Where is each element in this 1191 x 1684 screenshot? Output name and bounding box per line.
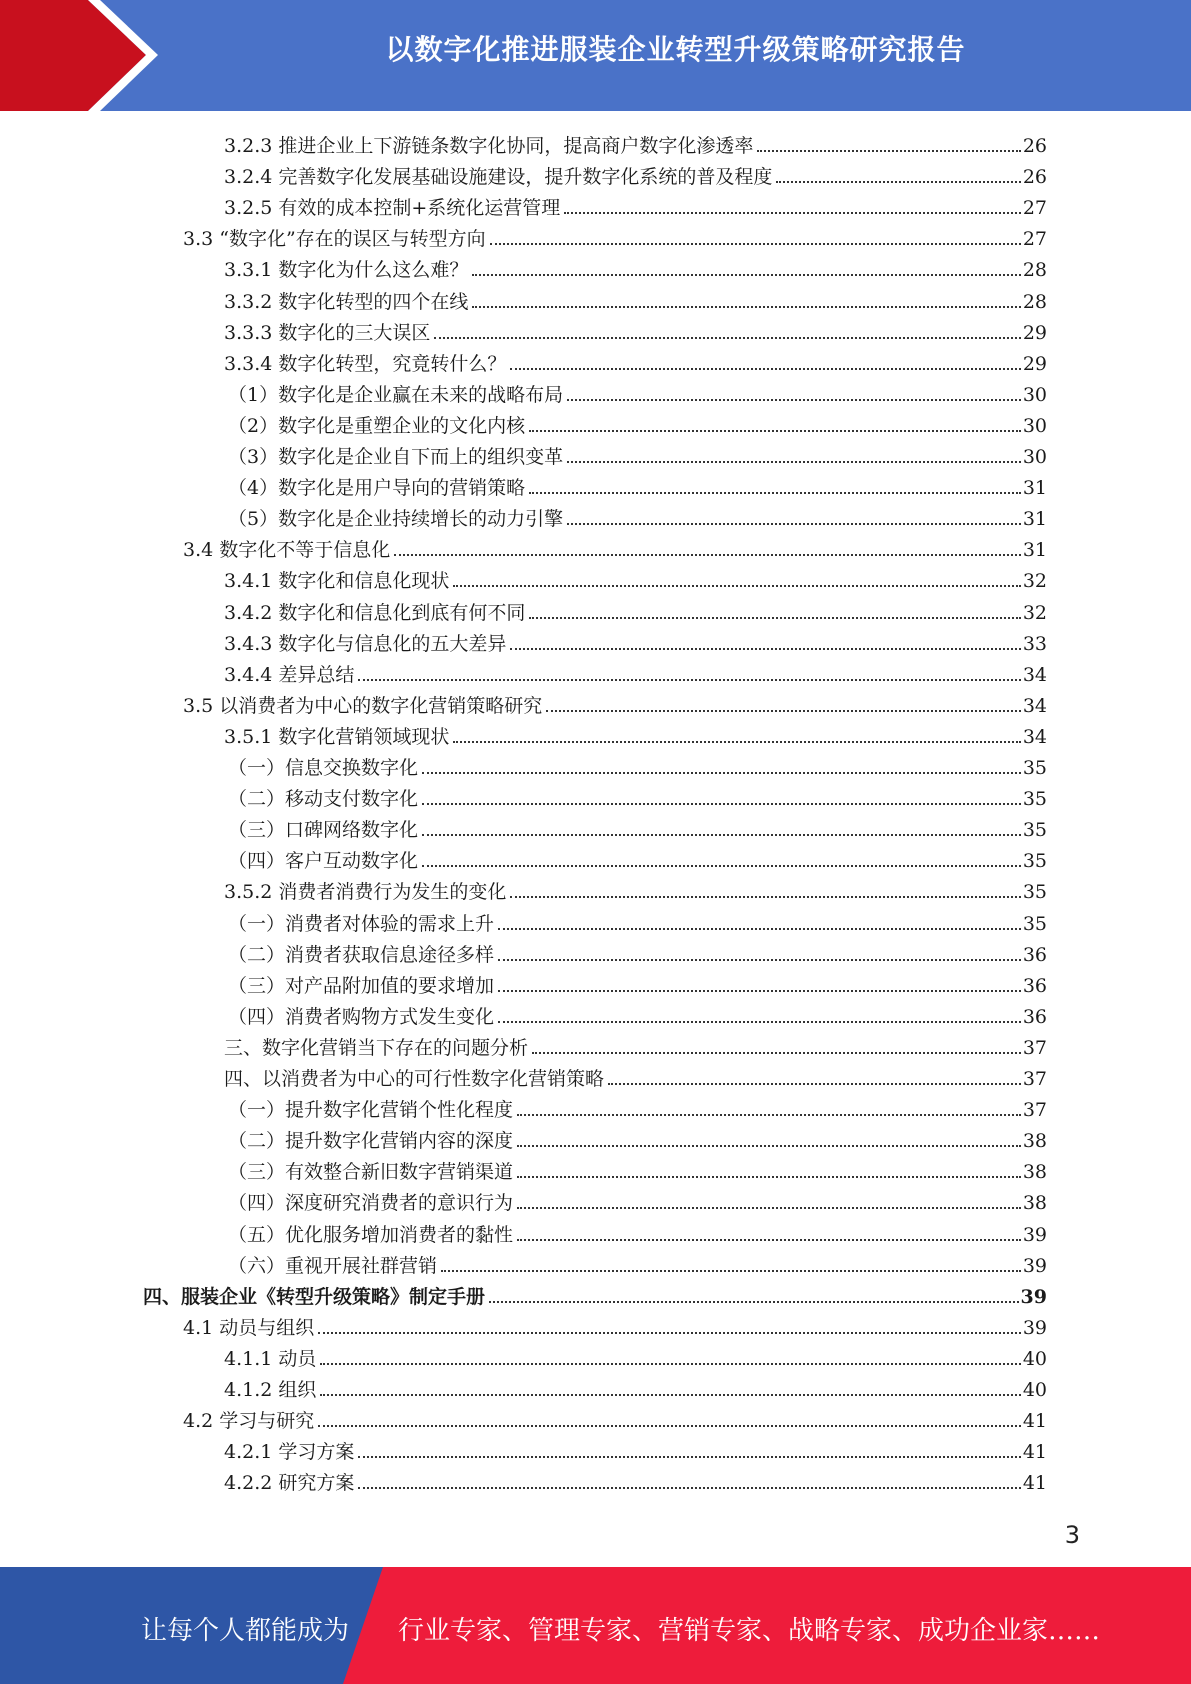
toc-leader-dots — [510, 895, 1020, 898]
toc-entry-page: 34 — [1022, 725, 1047, 748]
toc-leader-dots — [567, 398, 1021, 401]
toc-entry[interactable] — [228, 376, 1047, 407]
toc-leader-dots — [498, 927, 1021, 930]
toc-entry-page: 27 — [1022, 197, 1047, 220]
toc-entry[interactable] — [228, 1153, 1047, 1184]
toc-leader-dots — [546, 709, 1021, 712]
toc-leader-dots — [318, 1424, 1021, 1427]
toc-entry-label: 四、以消费者为中心的可行性数字化营销策略 — [224, 1068, 605, 1090]
toc-leader-dots — [422, 833, 1021, 836]
toc-entry-label: （六）重视开展社群营销 — [228, 1254, 438, 1277]
toc-leader-dots — [567, 522, 1021, 525]
toc-leader-dots — [532, 1051, 1021, 1054]
toc-entry-page: 35 — [1022, 788, 1047, 811]
toc-leader-dots — [517, 1238, 1021, 1241]
toc-entry-label: （五）优化服务增加消费者的黏性 — [228, 1223, 514, 1246]
toc-entry-label: 3.3.2 数字化转型的四个在线 — [224, 290, 469, 313]
toc-leader-dots — [517, 1206, 1021, 1209]
toc-entry[interactable] — [224, 1371, 1047, 1402]
toc-entry-label: 3.3.3 数字化的三大误区 — [224, 321, 431, 344]
toc-entry[interactable] — [228, 811, 1047, 842]
document-title: 以数字化推进服装企业转型升级策略研究报告 — [385, 33, 966, 66]
toc-leader-dots — [453, 584, 1020, 587]
toc-entry[interactable] — [224, 283, 1047, 314]
toc-entry-page: 36 — [1022, 943, 1047, 966]
toc-entry-label: 3.3.4 数字化转型，究竟转什么？ — [224, 352, 507, 375]
toc-entry-label: （四）客户互动数字化 — [228, 850, 419, 873]
toc-entry-page: 26 — [1022, 135, 1047, 157]
toc-leader-dots — [757, 149, 1020, 152]
toc-entry-page: 35 — [1022, 912, 1047, 935]
toc-leader-dots — [776, 180, 1020, 183]
toc-leader-dots — [498, 1020, 1021, 1023]
toc-entry-label: （5）数字化是企业持续增长的动力引擎 — [228, 508, 564, 531]
toc-entry-label: 4.1.2 组织 — [224, 1379, 317, 1401]
toc-entry[interactable] — [224, 562, 1047, 593]
toc-entry-label: （四）深度研究消费者的意识行为 — [228, 1192, 514, 1215]
toc-entry-page: 33 — [1022, 632, 1047, 655]
toc-entry-label: 3.5.2 消费者消费行为发生的变化 — [224, 881, 507, 904]
toc-entry-page: 35 — [1022, 881, 1047, 904]
toc-entry-page: 35 — [1022, 757, 1047, 779]
toc-entry-page: 35 — [1022, 850, 1047, 873]
toc-entry-label: （4）数字化是用户导向的营销策略 — [228, 477, 526, 500]
toc-entry-label: 3.4.3 数字化与信息化的五大差异 — [224, 632, 507, 655]
toc-leader-dots — [498, 958, 1021, 961]
toc-entry-page: 27 — [1022, 228, 1047, 251]
toc-leader-dots — [441, 1269, 1021, 1272]
toc-entry-label: 4.1 动员与组织 — [183, 1316, 315, 1339]
toc-entry[interactable] — [224, 251, 1047, 282]
toc-leader-dots — [318, 1331, 1021, 1334]
toc-entry-label: 3.3 “数字化”存在的误区与转型方向 — [183, 228, 486, 251]
toc-entry-label: 4.1.1 动员 — [224, 1347, 317, 1370]
toc-entry-label: 三、数字化营销当下存在的问题分析 — [224, 1036, 529, 1059]
toc-leader-dots — [529, 491, 1021, 494]
toc-entry[interactable] — [183, 1402, 1047, 1433]
toc-entry-page: 34 — [1022, 694, 1047, 717]
toc-leader-dots — [529, 616, 1020, 619]
toc-entry[interactable] — [228, 998, 1047, 1029]
toc-leader-dots — [320, 1393, 1020, 1396]
toc-entry-label: （2）数字化是重塑企业的文化内核 — [228, 414, 526, 437]
toc-entry-page: 36 — [1022, 974, 1047, 997]
toc-entry-page: 32 — [1022, 570, 1047, 593]
toc-entry-label: 3.4 数字化不等于信息化 — [183, 539, 391, 562]
toc-entry-page: 28 — [1022, 259, 1047, 282]
toc-entry[interactable] — [228, 1216, 1047, 1247]
toc-entry-label: （一）信息交换数字化 — [228, 757, 419, 779]
toc-entry[interactable] — [228, 780, 1047, 811]
toc-leader-dots — [510, 647, 1020, 650]
toc-entry-page: 39 — [1022, 1254, 1047, 1277]
toc-entry-page: 31 — [1022, 477, 1047, 500]
toc-leader-dots — [358, 678, 1020, 681]
toc-entry[interactable] — [224, 1060, 1047, 1091]
toc-entry-page: 39 — [1022, 1316, 1047, 1339]
toc-entry-label: （1）数字化是企业赢在未来的战略布局 — [228, 383, 564, 406]
toc-entry[interactable] — [183, 1309, 1047, 1340]
toc-entry-page: 31 — [1022, 508, 1047, 531]
toc-entry-page: 29 — [1022, 352, 1047, 375]
toc-entry[interactable] — [224, 1340, 1047, 1371]
toc-entry-label: （四）消费者购物方式发生变化 — [228, 1005, 495, 1028]
toc-entry-label: 3.3.1 数字化为什么这么难？ — [224, 259, 469, 282]
toc-entry-page: 38 — [1022, 1192, 1047, 1215]
toc-leader-dots — [472, 305, 1020, 308]
toc-leader-dots — [422, 771, 1021, 774]
toc-entry[interactable] — [228, 936, 1047, 967]
toc-leader-dots — [358, 1486, 1020, 1489]
toc-entry-page: 30 — [1022, 446, 1047, 468]
toc-leader-dots — [608, 1082, 1021, 1085]
toc-entry-label: 3.5 以消费者为中心的数字化营销策略研究 — [183, 694, 543, 717]
toc-leader-dots — [394, 553, 1021, 556]
toc-entry-page: 41 — [1022, 1472, 1047, 1495]
toc-entry[interactable] — [228, 1184, 1047, 1215]
toc-entry-label: （二）消费者获取信息途径多样 — [228, 943, 495, 966]
toc-leader-dots — [517, 1175, 1021, 1178]
toc-entry[interactable] — [224, 873, 1047, 904]
toc-entry-page: 31 — [1022, 539, 1047, 562]
toc-entry-page: 34 — [1022, 663, 1047, 686]
toc-entry-page: 41 — [1022, 1410, 1047, 1433]
toc-entry-label: 3.4.1 数字化和信息化现状 — [224, 570, 450, 593]
toc-leader-dots — [510, 367, 1020, 370]
toc-entry-page: 38 — [1022, 1130, 1047, 1153]
toc-entry[interactable] — [224, 1433, 1047, 1464]
toc-leader-dots — [498, 989, 1021, 992]
toc-entry[interactable] — [224, 594, 1047, 625]
toc-entry-page: 39 — [1020, 1285, 1047, 1308]
toc-entry[interactable] — [228, 842, 1047, 873]
toc-entry[interactable] — [224, 1029, 1047, 1060]
toc-entry[interactable] — [143, 1278, 1047, 1309]
toc-entry[interactable] — [228, 469, 1047, 500]
toc-entry[interactable] — [228, 1247, 1047, 1278]
toc-entry-label: （一）提升数字化营销个性化程度 — [228, 1099, 514, 1122]
toc-entry-label: （二）移动支付数字化 — [228, 788, 419, 811]
toc-entry-label: 3.4.4 差异总结 — [224, 663, 355, 686]
toc-entry[interactable] — [183, 687, 1047, 718]
toc-entry[interactable] — [224, 1464, 1047, 1495]
toc-entry[interactable] — [224, 158, 1047, 189]
toc-entry-page: 37 — [1022, 1036, 1047, 1059]
toc-entry-label: 4.2.1 学习方案 — [224, 1441, 355, 1464]
toc-leader-dots — [529, 429, 1021, 432]
toc-leader-dots — [567, 460, 1021, 463]
toc-entry[interactable] — [224, 718, 1047, 749]
toc-entry[interactable] — [228, 1122, 1047, 1153]
toc-leader-dots — [434, 336, 1020, 339]
toc-entry-page: 40 — [1022, 1379, 1047, 1401]
toc-leader-dots — [358, 1455, 1020, 1458]
toc-entry-page: 35 — [1022, 819, 1047, 842]
toc-leader-dots — [472, 273, 1020, 276]
toc-entry[interactable] — [224, 314, 1047, 345]
toc-entry-page: 37 — [1022, 1099, 1047, 1122]
toc-entry-label: （3）数字化是企业自下而上的组织变革 — [228, 446, 564, 468]
toc-entry[interactable] — [183, 220, 1047, 251]
toc-leader-dots — [490, 242, 1021, 245]
toc-entry-label: （二）提升数字化营销内容的深度 — [228, 1130, 514, 1153]
toc-entry[interactable] — [228, 438, 1047, 469]
toc-entry-label: （三）口碑网络数字化 — [228, 819, 419, 842]
toc-entry-page: 32 — [1022, 601, 1047, 624]
toc-entry[interactable] — [228, 967, 1047, 998]
toc-entry-label: （三）有效整合新旧数字营销渠道 — [228, 1161, 514, 1184]
toc-entry[interactable] — [183, 531, 1047, 562]
footer-slogan-left: 让每个人都能成为 — [141, 1616, 350, 1646]
toc-entry-page: 30 — [1022, 414, 1047, 437]
toc-entry[interactable] — [224, 127, 1047, 158]
page-number: 3 — [1064, 1521, 1080, 1549]
toc-entry-label: 3.4.2 数字化和信息化到底有何不同 — [224, 601, 526, 624]
toc-entry-label: 3.2.4 完善数字化发展基础设施建设，提升数字化系统的普及程度 — [224, 166, 773, 189]
toc-leader-dots — [453, 740, 1020, 743]
toc-entry[interactable] — [224, 625, 1047, 656]
toc-entry[interactable] — [228, 905, 1047, 936]
toc-entry[interactable] — [224, 656, 1047, 687]
toc-entry-label: 3.2.5 有效的成本控制+系统化运营管理 — [224, 197, 561, 220]
toc-entry-label: 3.5.1 数字化营销领域现状 — [224, 725, 450, 748]
header-arrow-decoration — [0, 0, 160, 111]
toc-entry-label: （三）对产品附加值的要求增加 — [228, 974, 495, 997]
toc-entry-page: 39 — [1022, 1223, 1047, 1246]
toc-entry-page: 29 — [1022, 321, 1047, 344]
toc-entry-page: 38 — [1022, 1161, 1047, 1184]
toc-entry-label: 四、服装企业《转型升级策略》制定手册 — [143, 1285, 486, 1308]
toc-entry-label: 4.2 学习与研究 — [183, 1410, 315, 1433]
toc-entry-label: 4.2.2 研究方案 — [224, 1472, 355, 1495]
toc-entry-page: 40 — [1022, 1347, 1047, 1370]
toc-leader-dots — [422, 802, 1021, 805]
toc-entry-page: 41 — [1022, 1441, 1047, 1464]
toc-entry-page: 28 — [1022, 290, 1047, 313]
toc-entry[interactable] — [228, 407, 1047, 438]
toc-entry[interactable] — [224, 189, 1047, 220]
header-band — [0, 0, 1191, 111]
toc-leader-dots — [422, 864, 1021, 867]
toc-leader-dots — [320, 1362, 1020, 1365]
toc-leader-dots — [564, 211, 1021, 214]
footer-slogan-right: 行业专家、管理专家、营销专家、战略专家、成功企业家…… — [398, 1616, 1101, 1646]
toc-entry-label: （一）消费者对体验的需求上升 — [228, 912, 495, 935]
toc-entry-page: 37 — [1022, 1068, 1047, 1090]
toc-entry-label: 3.2.3 推进企业上下游链条数字化协同，提高商户数字化渗透率 — [224, 135, 754, 157]
toc-entry-page: 30 — [1022, 383, 1047, 406]
footer-band — [0, 1567, 1191, 1684]
toc-entry[interactable] — [228, 749, 1047, 780]
toc-leader-dots — [489, 1300, 1019, 1303]
toc-entry[interactable] — [228, 1091, 1047, 1122]
toc-leader-dots — [517, 1113, 1021, 1116]
toc-entry[interactable] — [224, 345, 1047, 376]
toc-entry-page: 26 — [1022, 166, 1047, 189]
toc-entry[interactable] — [228, 500, 1047, 531]
toc-leader-dots — [517, 1144, 1021, 1147]
toc-entry-page: 36 — [1022, 1005, 1047, 1028]
